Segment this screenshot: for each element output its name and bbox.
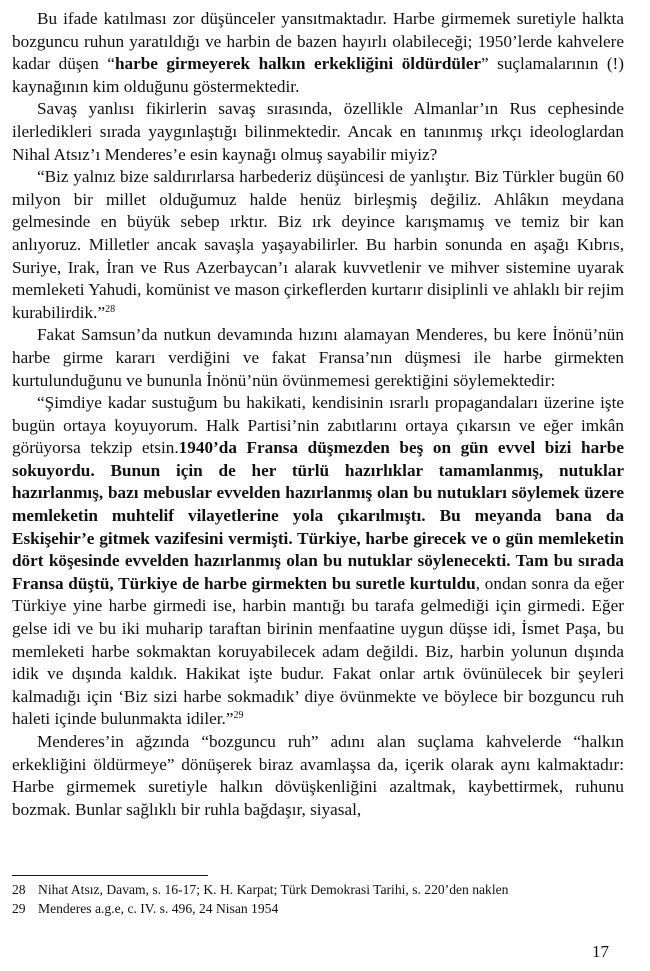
footnote-text: Nihat Atsız, Davam, s. 16-17; K. H. Karpat; Türk Demokrasi Tarihi, s. 220’den naklen bbox=[38, 882, 509, 897]
bold-text: harbe girmeyerek halkın erkekliğini öldürdüler bbox=[114, 54, 481, 74]
footnote-text: Menderes a.g.e, c. IV. s. 496, 24 Nisan 1954 bbox=[38, 901, 279, 916]
page-number: 17 bbox=[592, 942, 609, 961]
text-run: ” suçlamalarının (!) kaynağının kim olduğunu göstermektedir. bbox=[12, 54, 624, 96]
text-run: “Şimdiye kadar sustuğum bu hakikati, kendisinin ısrarlı propagandaları üzerine işte bugün ortaya koyuyorum. Halk Partisi’nin zabıtlarını ortaya çıkarsın ve eğer imkân görüyorsa tekzip etsin. bbox=[12, 393, 624, 458]
footnotes bbox=[12, 880, 624, 918]
footnote-29 bbox=[12, 899, 624, 918]
text-run: Menderes’in ağzında “bozguncu ruh” adını alan suçlama kahvelerde “halkın erkekliğini öldürmeye” dönüşerek biraz avamlaşsa da, içerik olarak aynı kalmaktadır: Harbe girmemek suretiyle halkın dövüşkenliğini azaltmak, kaybettirmek, ruhunu bozmak. Bunlar sağlıklı bir ruhla bağdaşır, siyasal, bbox=[12, 732, 624, 819]
footnote-separator bbox=[12, 875, 208, 876]
paragraph bbox=[12, 98, 624, 166]
footnote-reference: 29 bbox=[233, 710, 244, 722]
paragraph bbox=[12, 8, 624, 98]
text-run: “Biz yalnız bize saldırırlarsa harbederiz düşüncesi de yanlıştır. Biz Türkler bugün 60 milyon bir millet olduğumuz halde henüz birleşmiş değiliz. Ahlâkın meydana gelmesinde en büyük sebep ırktır. Biz ırk deyince karışmamış ve temiz bir kan anlıyoruz. Milletler ancak savaşla yaşayabilirler. Bu harbin sonunda en aşağı Kıbrıs, Suriye, Irak, İran ve Rus Azerbaycan’ı alarak kuvvetlenir ve mihver sistemine uyarak memleketi Yahudi, komünist ve mason çirkeflerden kurtarır disiplinli ve ahlaklı bir rejim kurabilirdik.” bbox=[12, 167, 624, 322]
text-run: , ondan sonra da eğer Türkiye yine harbe girmedi ise, harbin mantığı bu tarafa gelmediği için girmedi. Eğer gelse idi ve bu iki muharip taraftan birinin menfaatine uygun düşse idi, İsmet Paşa, bu memleketi harbe sokmaktan koruyabilecek adam değildi. Biz, harbin yolunun dışında idik ve dışında kaldık. Hakikat işte budur. Fakat onlar artık övünülecek bir şeyleri kalmadığı için ‘Biz sizi harbe sokmadık’ diye övünmekte ve böylece bir bozguncu ruh haleti içinde bulunmakta idiler.” bbox=[12, 573, 625, 729]
paragraph bbox=[12, 324, 624, 392]
footnote-number: 28 bbox=[12, 882, 26, 897]
text-run: Fakat Samsun’da nutkun devamında hızını alamayan Menderes, bu kere İnönü’nün harbe girme kararı verdiğini ve fakat Fransa’nın düşmesi ile harbe girmekten kurtulunduğunu ve bununla İnönü’nün övünmemesi gerektiğini söylemektedir: bbox=[12, 325, 624, 390]
body-text bbox=[12, 8, 624, 821]
text-run: Savaş yanlısı fikirlerin savaş sırasında, özellikle Almanlar’ın Rus cephesinde ilerledikleri sırada yaygınlaştığı bilinmektedir. Ancak en tanınmış ırkçı ideologlardan Nihal Atsız’ı Menderes’e esin kaynağı olmuş sayabilir miyiz? bbox=[12, 99, 624, 164]
footnote-28 bbox=[12, 880, 624, 899]
bold-text: 1940’da Fransa düşmezden beş on gün evvel bizi harbe sokuyordu. Bunun için de her türlü hazırlıklar tamamlanmış, nutuklar hazırlanmış, bazı mebuslar evvelden hazırlanmış olan bu nutukları söylemek üzere memleketin muhtelif vilayetlerine yola çıkarılmıştı. Bu meyanda bana da Eskişehir’e gitmek vazifesini vermişti. Türkiye, harbe girecek ve o gün memleketin dört köşesinde evvelden hazırlanmış olan bu nutuklar söylenecekti. Tam bu sırada Fransa düştü, Türkiye de harbe girmekten bu suretle kurtuldu bbox=[12, 438, 624, 593]
paragraph bbox=[12, 392, 624, 731]
footnote-number: 29 bbox=[12, 901, 26, 916]
text-run: Bu ifade katılması zor düşünceler yansıtmaktadır. Harbe girmemek suretiyle halkta bozguncu ruhun yaratıldığı ve harbin de bazen hayırlı olabileceği; 1950’lerde kahvelere kadar düşen “ bbox=[12, 9, 624, 74]
footnote-reference: 28 bbox=[105, 303, 116, 315]
paragraph bbox=[12, 166, 624, 324]
paragraph bbox=[12, 731, 624, 821]
